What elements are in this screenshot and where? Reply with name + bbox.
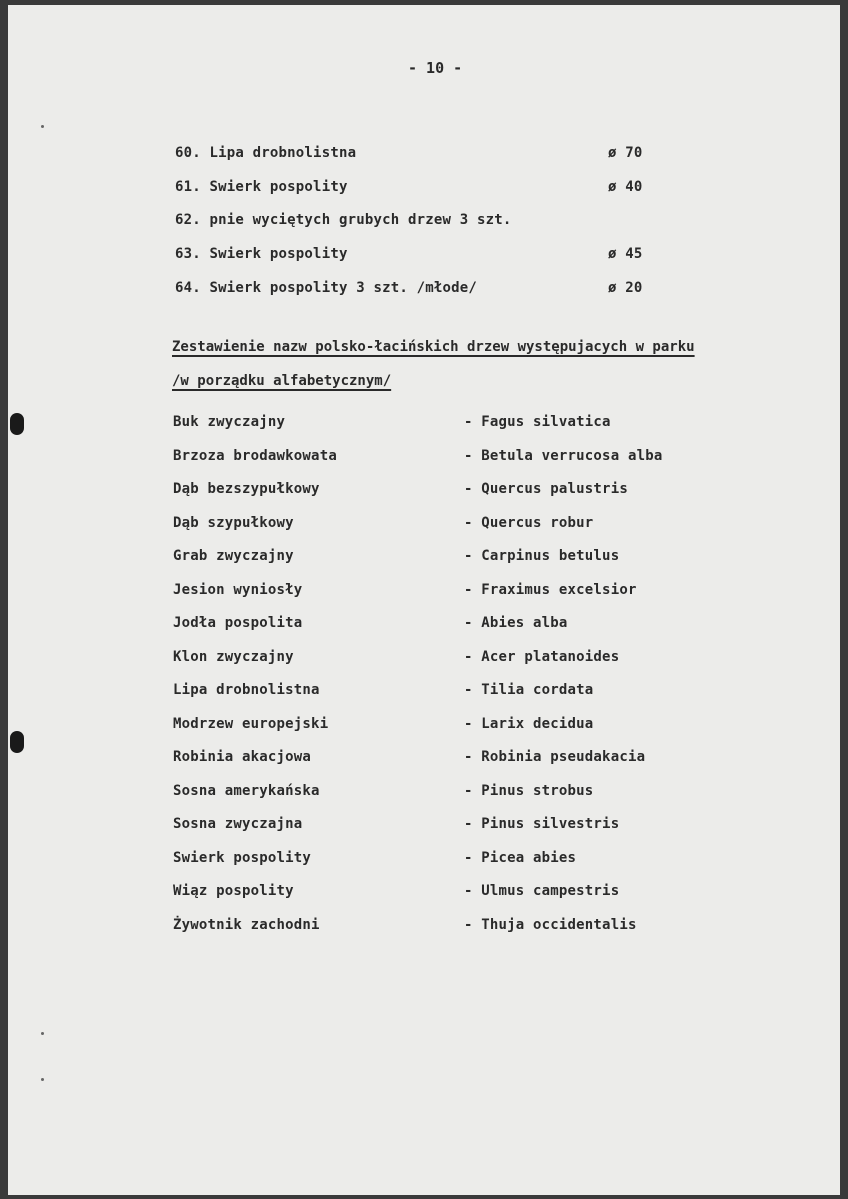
polish-name: Jodła pospolita bbox=[173, 615, 303, 631]
page-number: - 10 - bbox=[408, 59, 463, 77]
latin-name: - Ulmus campestris bbox=[464, 883, 620, 899]
speck bbox=[41, 125, 44, 128]
list-item: 60. Lipa drobnolistna bbox=[175, 145, 357, 161]
diameter-value: ø 40 bbox=[608, 179, 643, 195]
polish-name: Klon zwyczajny bbox=[173, 648, 294, 665]
diameter-value: ø 20 bbox=[608, 280, 643, 296]
latin-name: - Carpinus betulus bbox=[464, 548, 620, 564]
polish-name: Jesion wyniosły bbox=[173, 581, 303, 598]
latin-name: - Fagus silvatica bbox=[464, 414, 611, 430]
latin-name: - Larix decidua bbox=[464, 715, 594, 732]
list-item: 62. pnie wyciętych grubych drzew 3 szt. bbox=[175, 212, 512, 228]
latin-name: - Betula verrucosa alba bbox=[464, 447, 663, 464]
latin-name: - Quercus robur bbox=[464, 514, 594, 531]
document-page bbox=[8, 5, 840, 1195]
latin-name: - Picea abies bbox=[464, 849, 577, 866]
diameter-value: ø 70 bbox=[608, 145, 643, 161]
speck bbox=[41, 1078, 44, 1081]
punch-hole bbox=[10, 731, 24, 753]
latin-name: - Tilia cordata bbox=[464, 682, 594, 698]
latin-name: - Acer platanoides bbox=[464, 648, 620, 665]
polish-name: Grab zwyczajny bbox=[173, 548, 294, 564]
polish-name: Modrzew europejski bbox=[173, 715, 329, 732]
polish-name: Swierk pospolity bbox=[173, 849, 312, 866]
polish-name: Lipa drobnolistna bbox=[173, 682, 320, 698]
polish-name: Buk zwyczajny bbox=[173, 414, 286, 430]
punch-hole bbox=[10, 413, 24, 435]
latin-name: - Pinus strobus bbox=[464, 782, 594, 799]
polish-name: Dąb bezszypułkowy bbox=[173, 481, 320, 497]
polish-name: Żywotnik zachodni bbox=[173, 916, 320, 933]
section-subheading: /w porządku alfabetycznym/ bbox=[172, 373, 392, 389]
section-heading: Zestawienie nazw polsko-łacińskich drzew występujacych w parku bbox=[172, 339, 695, 355]
polish-name: Sosna amerykańska bbox=[173, 782, 320, 799]
polish-name: Wiąz pospolity bbox=[173, 883, 294, 899]
latin-name: - Fraximus excelsior bbox=[464, 581, 637, 598]
polish-name: Sosna zwyczajna bbox=[173, 816, 303, 832]
list-item: 63. Swierk pospolity bbox=[175, 246, 348, 262]
polish-name: Robinia akacjowa bbox=[173, 749, 312, 765]
latin-name: - Pinus silvestris bbox=[464, 816, 620, 832]
polish-name: Brzoza brodawkowata bbox=[173, 447, 337, 464]
latin-name: - Abies alba bbox=[464, 615, 568, 631]
polish-name: Dąb szypułkowy bbox=[173, 514, 294, 531]
latin-name: - Robinia pseudakacia bbox=[464, 749, 646, 765]
diameter-value: ø 45 bbox=[608, 246, 643, 262]
latin-name: - Thuja occidentalis bbox=[464, 916, 637, 933]
list-item: 64. Swierk pospolity 3 szt. /młode/ bbox=[175, 280, 478, 296]
list-item: 61. Swierk pospolity bbox=[175, 179, 348, 195]
speck bbox=[41, 1032, 44, 1035]
latin-name: - Quercus palustris bbox=[464, 481, 628, 497]
